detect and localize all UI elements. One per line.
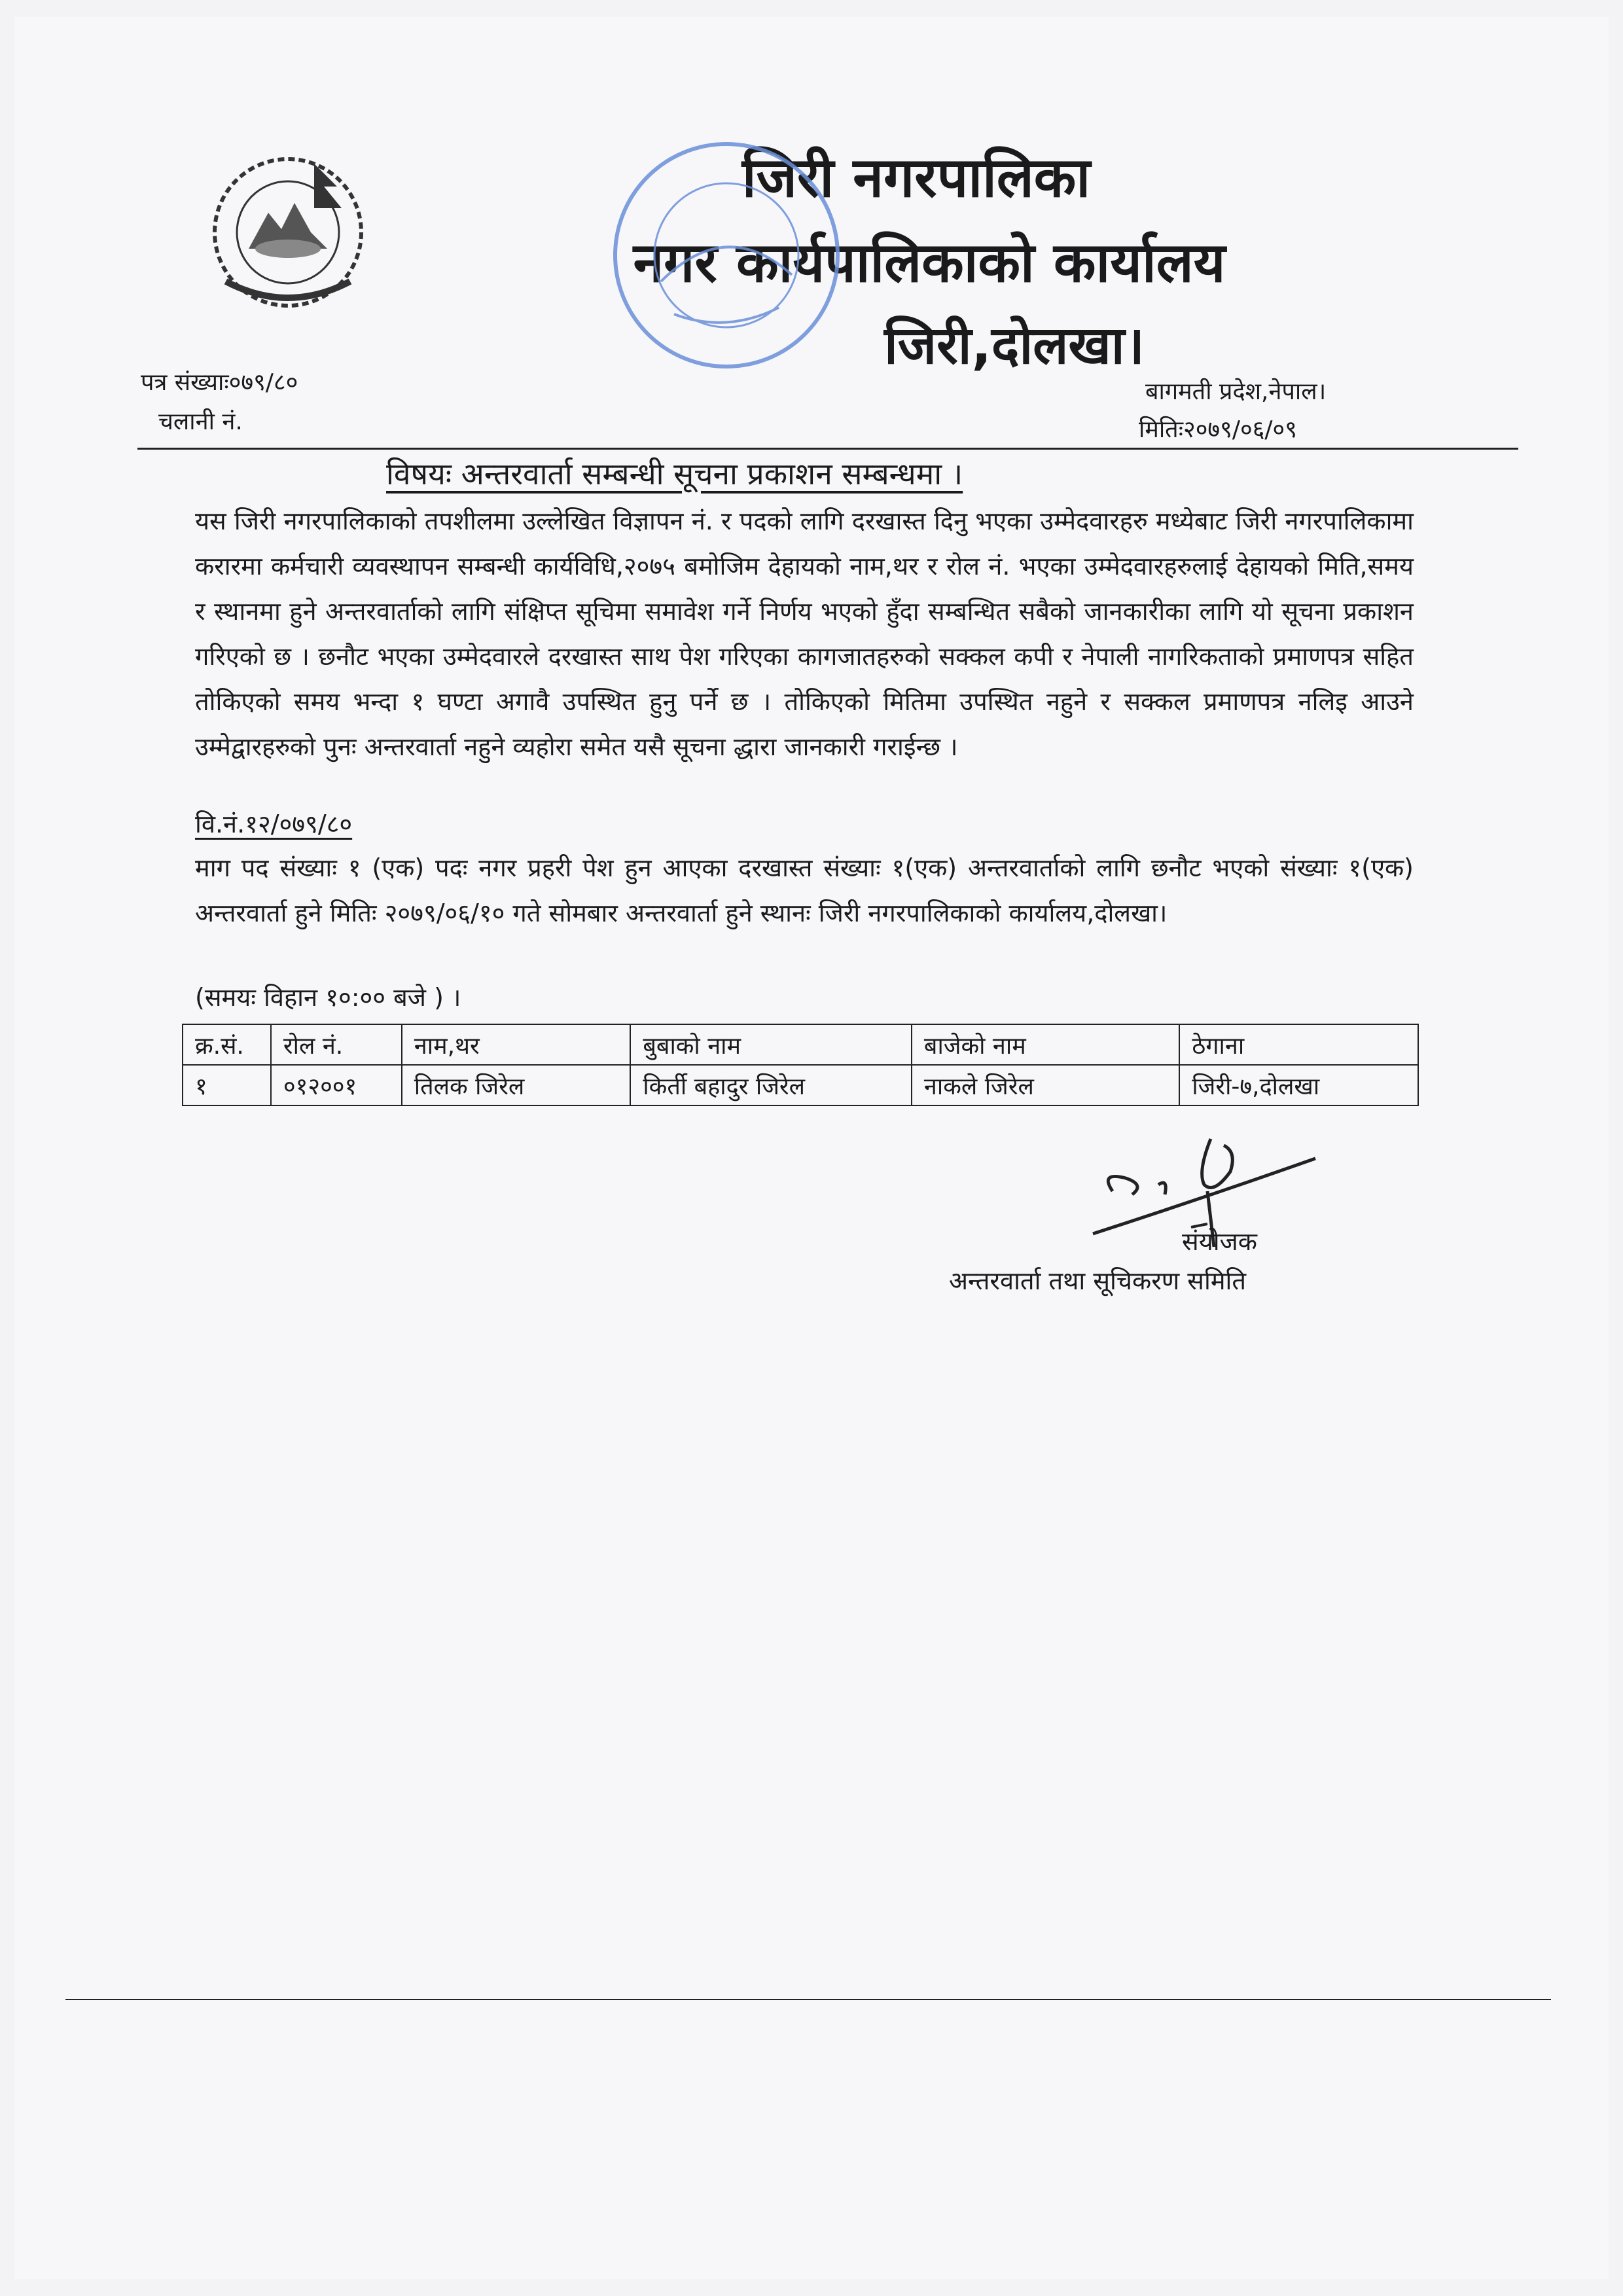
table-row	[183, 1065, 1418, 1105]
header-cell: बुबाको नाम	[630, 1024, 912, 1065]
table-cell: ०१२००१	[271, 1065, 402, 1105]
office-stamp-icon	[589, 118, 864, 393]
interview-time: (समयः विहान १०:०० बजे ) ।	[195, 983, 461, 1012]
signatory-role: संयोजक	[1182, 1227, 1257, 1256]
table-cell: तिलक जिरेल	[402, 1065, 631, 1105]
notice-body: यस जिरी नगरपालिकाको तपशीलमा उल्लेखित विज्ञापन नं. र पदको लागि दरखास्त दिनु भएका उम्मेदवारहरु मध्येबाट जिरी नगरपालिकामा करारमा कर्मचारी व्यवस्थापन सम्बन्धी कार्यविधि,२०७५ बमोजिम देहायको नाम,थर र रोल नं. भएका उम्मेदवारहरुलाई देहायको मिति,समय र स्थानमा हुने अन्तरवार्ताको लागि संक्षिप्त सूचिमा समावेश गर्ने निर्णय भएको हुँदा सम्बन्धित सबैको जानकारीका लागि यो सूचना प्रकाशन गरिएको छ । छनौट भएका उम्मेदवारले दरखास्त साथ पेश गरिएका कागजातहरुको सक्कल कपी र नेपाली नागरिकताको प्रमाणपत्र सहित तोकिएको समय भन्दा १ घण्टा अगावै उपस्थित हुनु पर्ने छ । तोकिएको मितिमा उपस्थित नहुने र सक्कल प्रमाणपत्र नलिइ आउने उम्मेद्वारहरुको पुनः अन्तरवार्ता नहुने व्यहोरा समेत यसै सूचना द्धारा जानकारी गराईन्छ ।	[195, 507, 1414, 761]
subject-line: विषयः अन्तरवार्ता सम्बन्धी सूचना प्रकाशन सम्बन्धमा ।	[386, 456, 963, 492]
letter-date: मितिः२०७९/०६/०९	[1139, 416, 1297, 443]
candidate-table	[182, 1024, 1419, 1106]
header-cell: नाम,थर	[402, 1024, 631, 1065]
table-header-row	[183, 1024, 1418, 1065]
footer-divider	[65, 1999, 1551, 2000]
header-cell: ठेगाना	[1179, 1024, 1418, 1065]
committee-name: अन्तरवार्ता तथा सूचिकरण समिति	[949, 1266, 1247, 1295]
municipality-name: जिरी नगरपालिका	[741, 145, 1091, 209]
table-cell: जिरी-७,दोलखा	[1179, 1065, 1418, 1105]
header-cell: रोल नं.	[271, 1024, 402, 1065]
office-location: जिरी,दोलखा।	[884, 315, 1145, 376]
header-divider	[137, 448, 1518, 450]
table-cell: नाकले जिरेल	[912, 1065, 1179, 1105]
header-cell: बाजेको नाम	[912, 1024, 1179, 1065]
advertisement-number: वि.नं.१२/०७९/८०	[195, 810, 353, 838]
province-label: बागमती प्रदेश,नेपाल।	[1145, 378, 1327, 405]
post-details: माग पद संख्याः १ (एक) पदः नगर प्रहरी पेश हुन आएका दरखास्त संख्याः १(एक) अन्तरवार्ताको लागि छनौट भएको संख्याः १(एक) अन्तरवार्ता हुने मितिः २०७९/०६/१० गते सोमबार अन्तरवार्ता हुने स्थानः जिरी नगरपालिकाको कार्यालय,दोलखा।	[195, 853, 1414, 927]
table-cell: १	[183, 1065, 271, 1105]
letter-number: पत्र संख्याः०७९/८०	[141, 369, 298, 396]
header-cell: क्र.सं.	[183, 1024, 271, 1065]
dispatch-number: चलानी नं.	[158, 408, 243, 435]
office-name: नगर कार्यपालिकाको कार्यालय	[633, 230, 1226, 295]
table-cell: किर्ती बहादुर जिरेल	[630, 1065, 912, 1105]
